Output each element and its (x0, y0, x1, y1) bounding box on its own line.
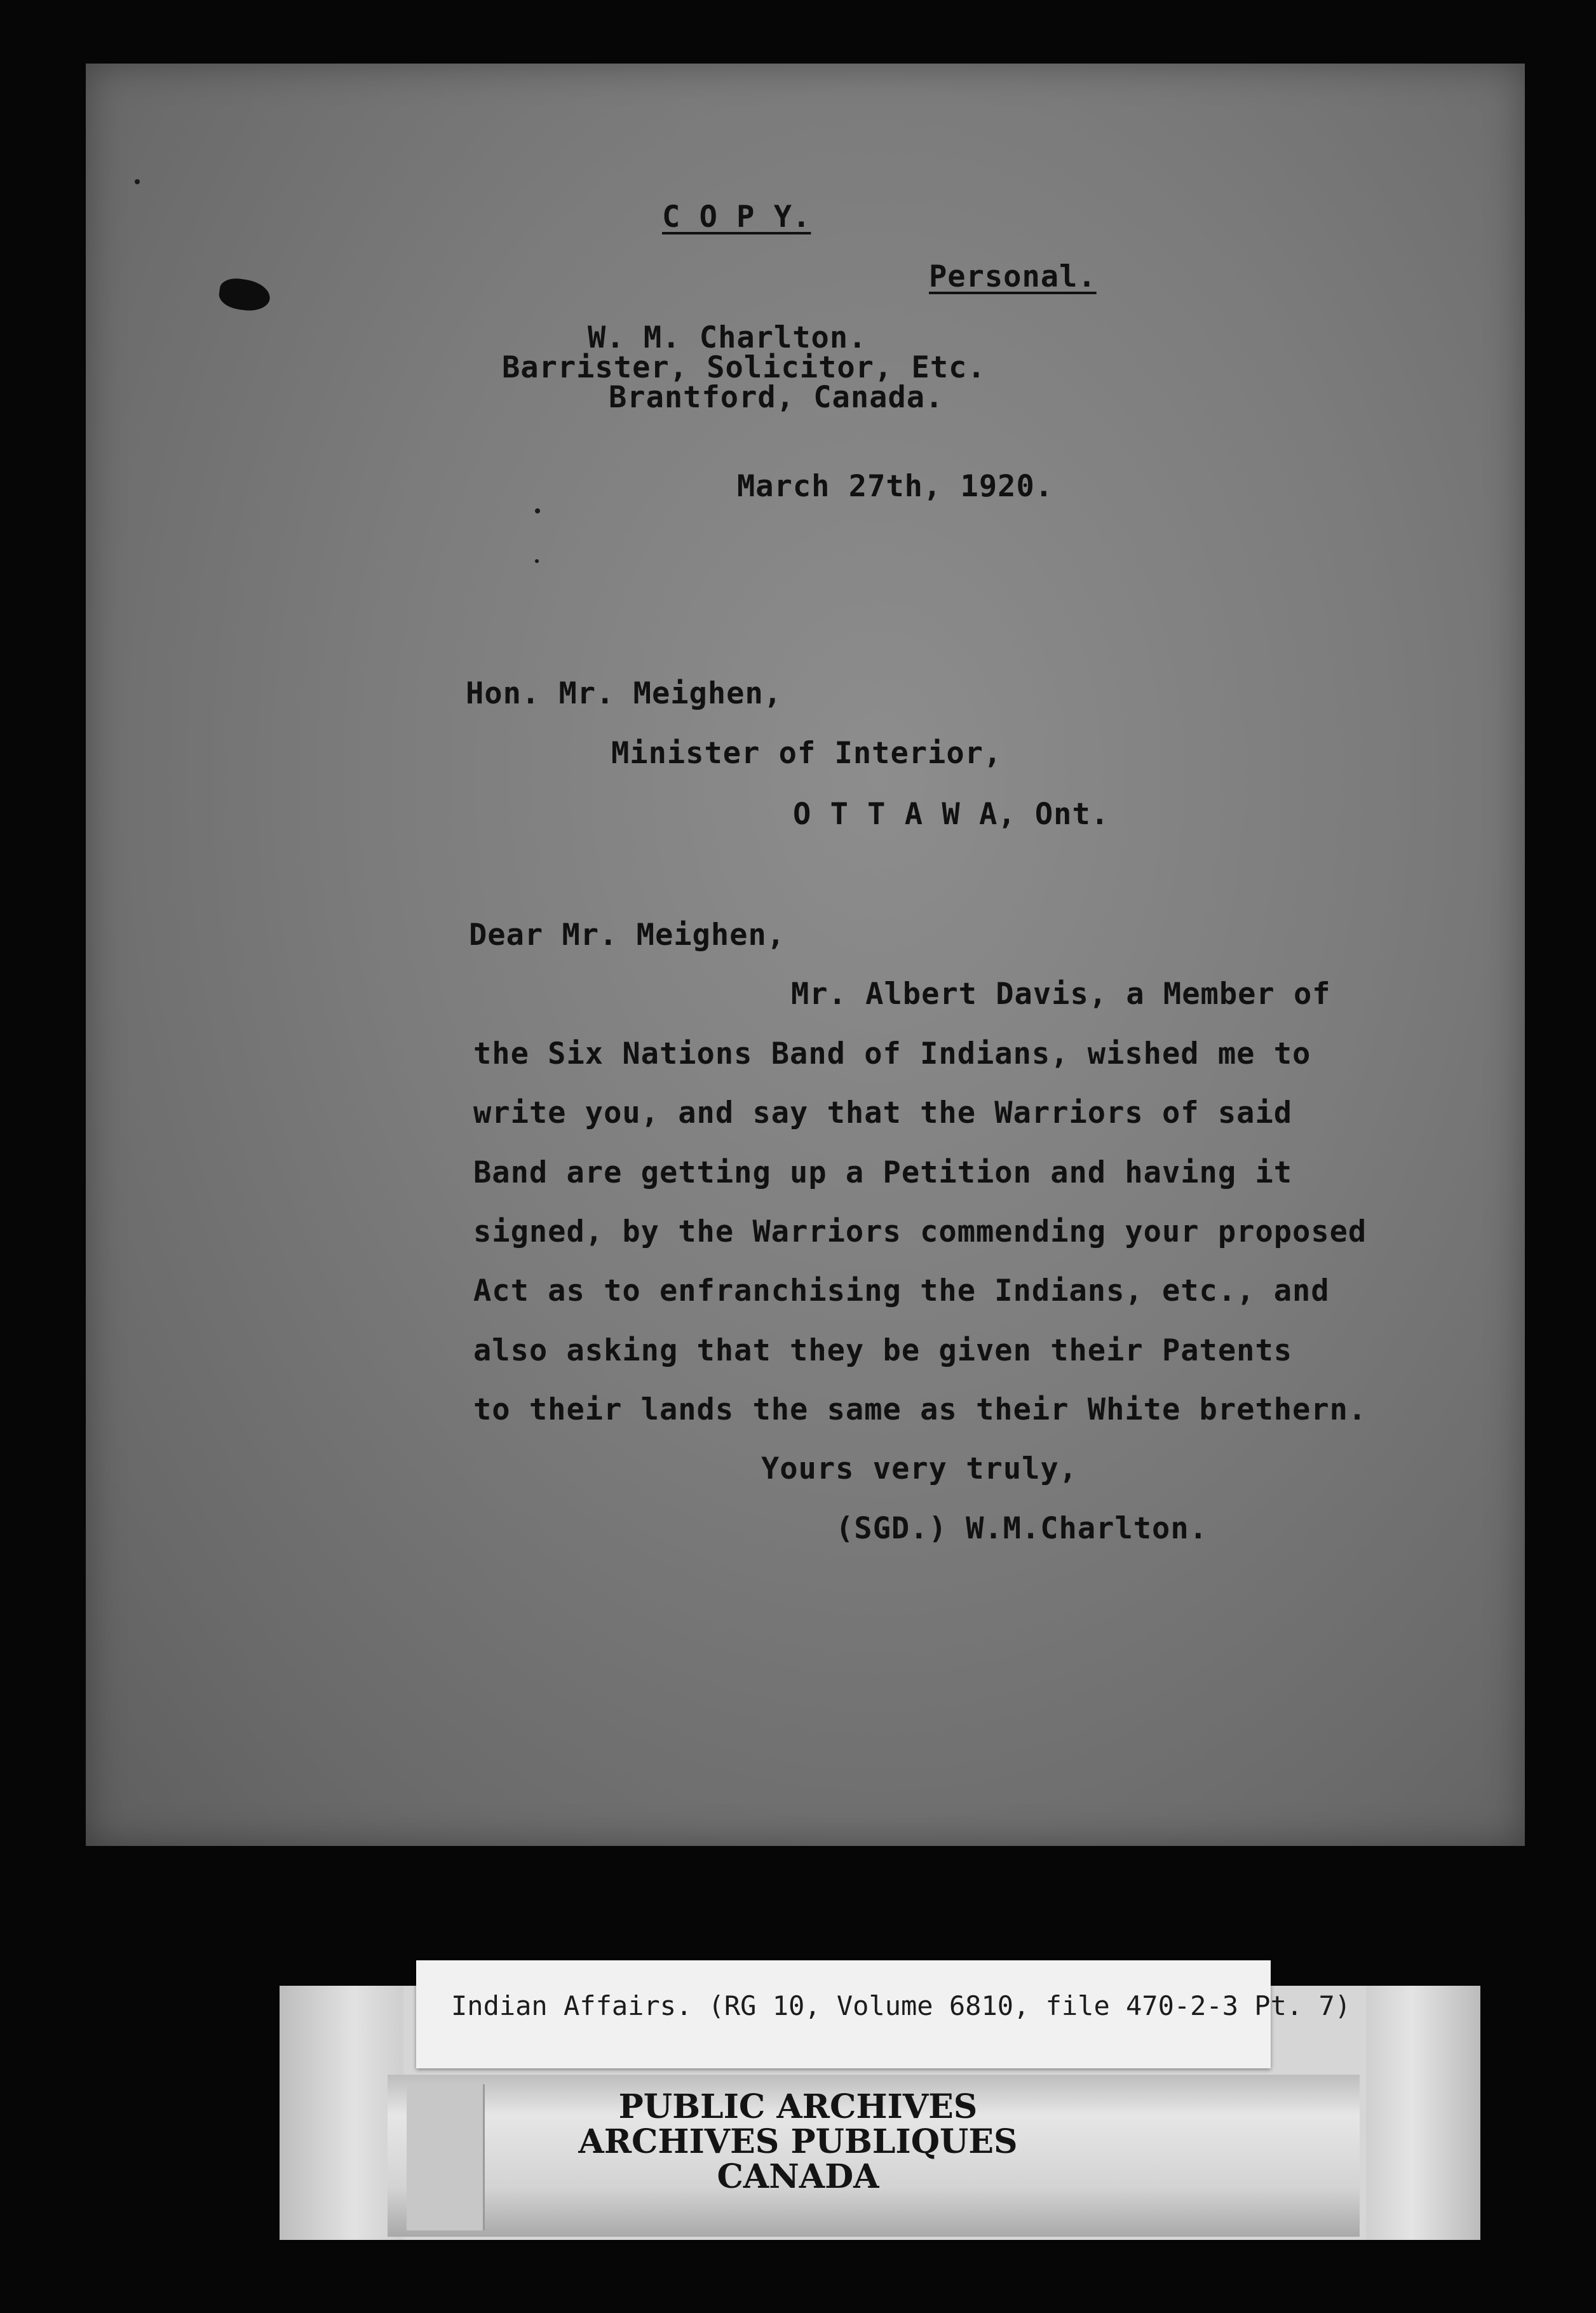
archive-stamp-line: CANADA (717, 2157, 879, 2196)
speck (135, 179, 140, 184)
body-line: the Six Nations Band of Indians, wished me to (473, 1036, 1311, 1071)
archive-stamp-line: PUBLIC ARCHIVES (618, 2087, 978, 2126)
body-line: write you, and say that the Warriors of said (473, 1095, 1293, 1130)
speck (535, 508, 540, 513)
sender-name: W. M. Charlton. (588, 320, 867, 355)
letter-marking: Personal. (929, 259, 1097, 294)
body-line: Band are getting up a Petition and having it (473, 1155, 1293, 1190)
letter-closing: Yours very truly, (761, 1451, 1078, 1486)
letter-date: March 27th, 1920. (737, 469, 1054, 504)
body-line: to their lands the same as their White brethern. (473, 1392, 1367, 1427)
letter-heading: C O P Y. (662, 200, 811, 234)
salutation: Dear Mr. Meighen, (469, 918, 786, 953)
recipient-name: Hon. Mr. Meighen, (466, 676, 783, 711)
recipient-office: Minister of Interior, (611, 736, 1003, 771)
body-line: signed, by the Warriors commending your proposed (473, 1214, 1367, 1249)
sender-location: Brantford, Canada. (609, 380, 944, 415)
body-line: Act as to enfranchising the Indians, etc., and (473, 1273, 1330, 1308)
body-line: also asking that they be given their Patents (473, 1333, 1293, 1368)
body-line: Mr. Albert Davis, a Member of (791, 977, 1331, 1012)
speck (535, 559, 539, 563)
recipient-city: O T T A W A, Ont. (793, 797, 1110, 832)
sender-title: Barrister, Solicitor, Etc. (502, 350, 986, 385)
archive-stamp-line: ARCHIVES PUBLIQUES (578, 2122, 1018, 2161)
archive-reference: Indian Affairs. (RG 10, Volume 6810, file 470-2-3 Pt. 7) (451, 1990, 1351, 2021)
letter-signature: (SGD.) W.M.Charlton. (835, 1511, 1208, 1546)
